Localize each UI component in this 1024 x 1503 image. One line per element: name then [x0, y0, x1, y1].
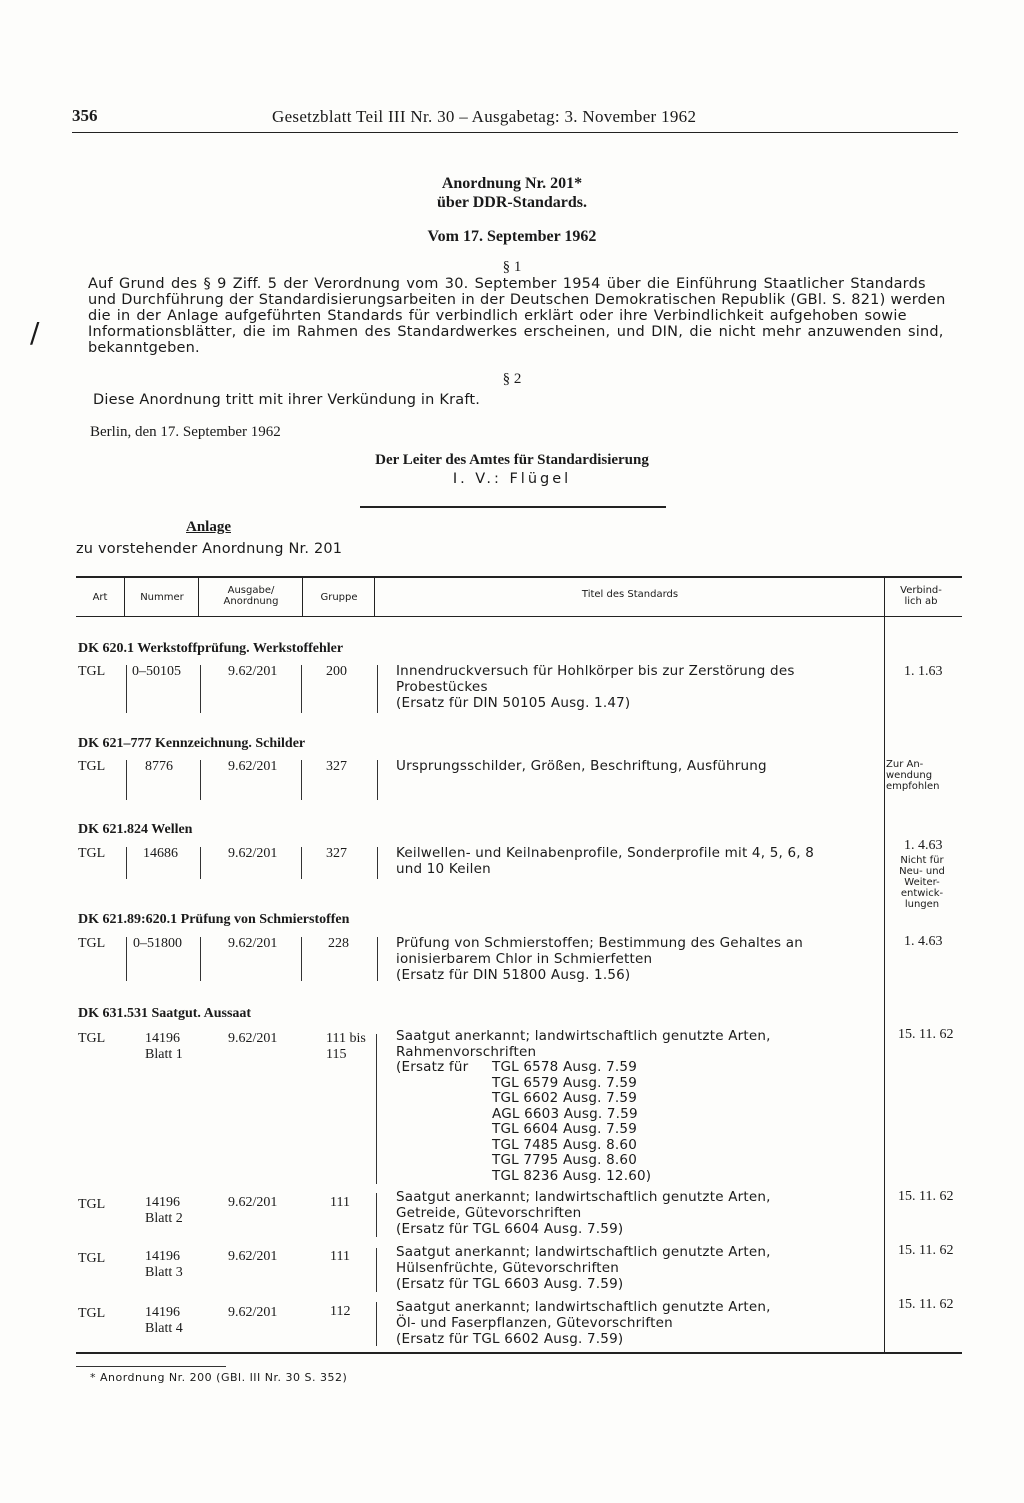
section-2-label: § 2 — [502, 371, 522, 387]
ordinance-subheading: über DDR-Standards. — [437, 194, 587, 211]
ersatz-item: TGL 6579 Ausg. 7.59 — [492, 1074, 638, 1091]
verbindlich-line: empfohlen — [886, 781, 940, 792]
cell-art: TGL — [78, 1251, 106, 1266]
signatory-title: Der Leiter des Amtes für Standardisierung — [375, 452, 649, 468]
ersatz-item: TGL 8236 Ausg. 12.60) — [492, 1167, 652, 1184]
cell-titel — [396, 758, 767, 774]
annex-subtitle: zu vorstehender Anordnung Nr. 201 — [76, 541, 343, 557]
cell-ausgabe: 9.62/201 — [228, 1249, 278, 1264]
titel-line: (Ersatz für — [396, 1059, 469, 1075]
row-separator — [376, 1034, 377, 1184]
cell-nummer: 0–51800 — [133, 936, 182, 951]
cell-nummer: 8776 — [145, 759, 173, 774]
row-separator — [376, 1248, 377, 1292]
cell-ausgabe: 9.62/201 — [228, 759, 278, 774]
cell-ausgabe: 9.62/201 — [228, 1195, 278, 1210]
ersatz-item: TGL 6604 Ausg. 7.59 — [492, 1121, 638, 1137]
group-heading: DK 621.824 Wellen — [78, 822, 193, 837]
verbindlich-line: lungen — [904, 899, 940, 910]
row-separator — [126, 760, 127, 800]
cell-nummer — [145, 1195, 183, 1227]
row-separator — [200, 665, 201, 713]
table-header-rule — [76, 616, 962, 617]
ersatz-item: TGL 6602 Ausg. 7.59 — [492, 1090, 638, 1106]
cell-ausgabe: 9.62/201 — [228, 664, 278, 679]
header-divider — [72, 132, 958, 133]
cell-art: TGL — [78, 1031, 106, 1046]
cell-art: TGL — [78, 759, 106, 774]
titel-line: Öl- und Faserpflanzen, Gütevorschriften — [396, 1315, 673, 1331]
cell-verbindlich: 15. 11. 62 — [898, 1189, 954, 1204]
group-heading: DK 621.89:620.1 Prüfung von Schmierstoffen — [78, 912, 350, 927]
row-separator — [301, 665, 302, 713]
nummer-line: Blatt 2 — [145, 1211, 183, 1226]
row-separator — [301, 847, 302, 879]
titel-line: Rahmenvorschriften — [396, 1043, 537, 1060]
signatory-name: I. V.: Flügel — [452, 471, 572, 487]
titel-line: Saatgut anerkannt; landwirtschaftlich genutzte Arten, — [396, 1189, 771, 1205]
nummer-line: 14196 — [145, 1195, 180, 1210]
row-separator — [301, 760, 302, 800]
cell-verbindlich: 1. 4.63 — [904, 934, 943, 949]
titel-line: Getreide, Gütevorschriften — [396, 1205, 582, 1221]
titel-line: (Ersatz für TGL 6604 Ausg. 7.59) — [396, 1221, 624, 1237]
cell-gruppe: 111 — [330, 1195, 350, 1210]
table-bottom-rule — [76, 1352, 962, 1354]
verbindlich-line: Zur An- — [886, 759, 924, 770]
paragraph-line: Auf Grund des § 9 Ziff. 5 der Verordnung vom 30. September 1954 über die Einführung Staatlicher Standards — [88, 276, 926, 292]
paragraph-line: die in der Anlage aufgeführten Standards für verbindlich erklärt oder ihre Verbindlichkeit aufgehoben sowie — [88, 308, 907, 324]
titel-line: Probestückes — [396, 679, 488, 695]
cell-gruppe: 111 — [330, 1249, 350, 1264]
paragraph-line: und Durchführung der Standardisierungsarbeiten in der Deutschen Demokratischen Republik (GBl. S. 821) werden — [88, 292, 946, 308]
header-titel: Titel des Standards — [581, 589, 679, 600]
titel-line: (Ersatz für DIN 51800 Ausg. 1.56) — [396, 967, 631, 983]
cell-art: TGL — [78, 846, 106, 861]
group-heading: DK 621–777 Kennzeichnung. Schilder — [78, 736, 306, 751]
cell-gruppe: 200 — [326, 664, 347, 679]
ersatz-list — [492, 1060, 651, 1184]
cell-gruppe: 112 — [330, 1304, 351, 1319]
row-separator — [126, 847, 127, 879]
cell-verbindlich-note — [890, 855, 954, 910]
verbindlich-line: wendung — [886, 770, 933, 781]
cell-verbindlich — [886, 759, 958, 792]
row-separator — [377, 665, 378, 713]
cell-art: TGL — [78, 1197, 106, 1212]
gruppe-line: 111 bis — [326, 1031, 366, 1046]
titel-line: Ursprungsschilder, Größen, Beschriftung, Ausführung — [396, 758, 767, 774]
titel-line: Hülsenfrüchte, Gütevorschriften — [396, 1260, 619, 1276]
cell-titel — [396, 1299, 771, 1347]
signature-divider — [360, 506, 666, 508]
header-gruppe: Gruppe — [320, 592, 358, 603]
titel-line: und 10 Keilen — [396, 861, 491, 877]
place-date: Berlin, den 17. September 1962 — [90, 424, 281, 440]
paragraph-line: Informationsblätter, die im Rahmen des Standardwerkes erscheinen, und DIN, die nicht mehr anzuwenden sind, — [88, 324, 944, 340]
cell-nummer — [145, 1305, 183, 1337]
cell-art: TGL — [78, 1306, 106, 1321]
row-separator — [200, 937, 201, 981]
column-divider-verbindlich — [884, 578, 885, 1352]
header-ausgabe: Ausgabe/ Anordnung — [223, 585, 279, 607]
row-separator — [376, 1193, 377, 1237]
paragraph-line: bekanntgeben. — [88, 340, 200, 356]
page-number: 356 — [72, 106, 98, 125]
row-separator — [377, 847, 378, 879]
footnote-divider — [76, 1366, 226, 1367]
section-1-paragraph — [88, 276, 958, 356]
row-separator — [126, 665, 127, 713]
cell-nummer: 0–50105 — [132, 664, 181, 679]
titel-line: ionisierbarem Chlor in Schmierfetten — [396, 951, 653, 967]
verbindlich-line: entwick- — [900, 888, 944, 899]
column-divider — [302, 578, 303, 616]
cell-verbindlich: 1. 4.63 — [904, 838, 943, 853]
row-separator — [377, 937, 378, 981]
row-separator — [377, 760, 378, 800]
header-nummer: Nummer — [140, 592, 184, 603]
cell-nummer — [145, 1031, 183, 1063]
row-separator — [200, 760, 201, 800]
section-2-paragraph: Diese Anordnung tritt mit ihrer Verkündung in Kraft. — [93, 392, 481, 408]
footnote: * Anordnung Nr. 200 (GBl. III Nr. 30 S. 352) — [90, 1371, 348, 1384]
annex-title: Anlage — [186, 519, 231, 535]
column-divider — [124, 578, 125, 616]
cell-titel — [396, 935, 803, 983]
cell-ausgabe: 9.62/201 — [228, 1305, 278, 1320]
section-1-label: § 1 — [502, 259, 522, 275]
cell-art: TGL — [78, 664, 106, 679]
verbindlich-line: Neu- und — [899, 866, 945, 877]
cell-verbindlich: 15. 11. 62 — [898, 1027, 954, 1042]
cell-gruppe: 228 — [328, 936, 349, 951]
row-separator — [200, 847, 201, 879]
nummer-line: Blatt 4 — [145, 1321, 183, 1336]
cell-titel — [396, 1189, 771, 1237]
group-heading: DK 631.531 Saatgut. Aussaat — [78, 1006, 252, 1021]
cell-ausgabe: 9.62/201 — [228, 1031, 278, 1046]
cell-titel — [396, 663, 795, 711]
nummer-line: 14196 — [145, 1249, 180, 1264]
cell-titel — [396, 1244, 771, 1292]
nummer-line: 14196 — [145, 1031, 180, 1046]
cell-gruppe: 327 — [326, 846, 347, 861]
cell-titel — [396, 845, 814, 877]
row-separator — [376, 1302, 377, 1346]
cell-verbindlich: 15. 11. 62 — [898, 1297, 954, 1312]
cell-ausgabe: 9.62/201 — [228, 936, 278, 951]
titel-line: (Ersatz für DIN 50105 Ausg. 1.47) — [396, 695, 631, 711]
gazette-title: Gesetzblatt Teil III Nr. 30 – Ausgabetag: 3. November 1962 — [272, 107, 697, 126]
ordinance-heading: Anordnung Nr. 201* — [441, 175, 583, 192]
table-top-rule — [76, 576, 962, 578]
group-heading: DK 620.1 Werkstoffprüfung. Werkstoffehler — [78, 641, 344, 656]
cell-art: TGL — [78, 936, 106, 951]
cell-verbindlich: 15. 11. 62 — [898, 1243, 954, 1258]
header-art: Art — [92, 592, 108, 603]
nummer-line: Blatt 3 — [145, 1265, 183, 1280]
cell-nummer — [145, 1249, 183, 1281]
titel-line: (Ersatz für TGL 6602 Ausg. 7.59) — [396, 1331, 624, 1347]
cell-gruppe — [326, 1031, 366, 1063]
column-divider — [198, 578, 199, 616]
cell-nummer: 14686 — [143, 846, 178, 861]
titel-line: Prüfung von Schmierstoffen; Bestimmung des Gehaltes an — [396, 935, 803, 951]
nummer-line: 14196 — [145, 1305, 180, 1320]
ersatz-item: TGL 7795 Ausg. 8.60 — [492, 1152, 638, 1168]
header-verbindlich: Verbind- lich ab — [900, 585, 942, 607]
ordinance-date: Vom 17. September 1962 — [427, 228, 597, 245]
verbindlich-line: Nicht für — [900, 855, 944, 866]
gruppe-line: 115 — [326, 1047, 347, 1062]
row-separator — [126, 937, 127, 981]
titel-line: Keilwellen- und Keilnabenprofile, Sonderprofile mit 4, 5, 6, 8 — [396, 845, 815, 861]
margin-mark: / — [30, 316, 40, 349]
titel-line: Saatgut anerkannt; landwirtschaftlich genutzte Arten, — [396, 1028, 771, 1044]
ersatz-item: TGL 7485 Ausg. 8.60 — [492, 1136, 638, 1153]
verbindlich-line: Weiter- — [904, 877, 940, 888]
titel-line: Saatgut anerkannt; landwirtschaftlich genutzte Arten, — [396, 1299, 771, 1315]
titel-line: Saatgut anerkannt; landwirtschaftlich genutzte Arten, — [396, 1244, 771, 1260]
ersatz-item: AGL 6603 Ausg. 7.59 — [492, 1105, 638, 1122]
cell-ausgabe: 9.62/201 — [228, 846, 278, 861]
titel-line: Innendruckversuch für Hohlkörper bis zur Zerstörung des — [396, 663, 795, 679]
cell-gruppe: 327 — [326, 759, 347, 774]
row-separator — [301, 937, 302, 981]
column-divider — [374, 578, 375, 616]
cell-verbindlich: 1. 1.63 — [904, 664, 943, 679]
titel-line: (Ersatz für TGL 6603 Ausg. 7.59) — [396, 1276, 624, 1292]
ersatz-item: TGL 6578 Ausg. 7.59 — [492, 1059, 638, 1075]
nummer-line: Blatt 1 — [145, 1047, 183, 1062]
